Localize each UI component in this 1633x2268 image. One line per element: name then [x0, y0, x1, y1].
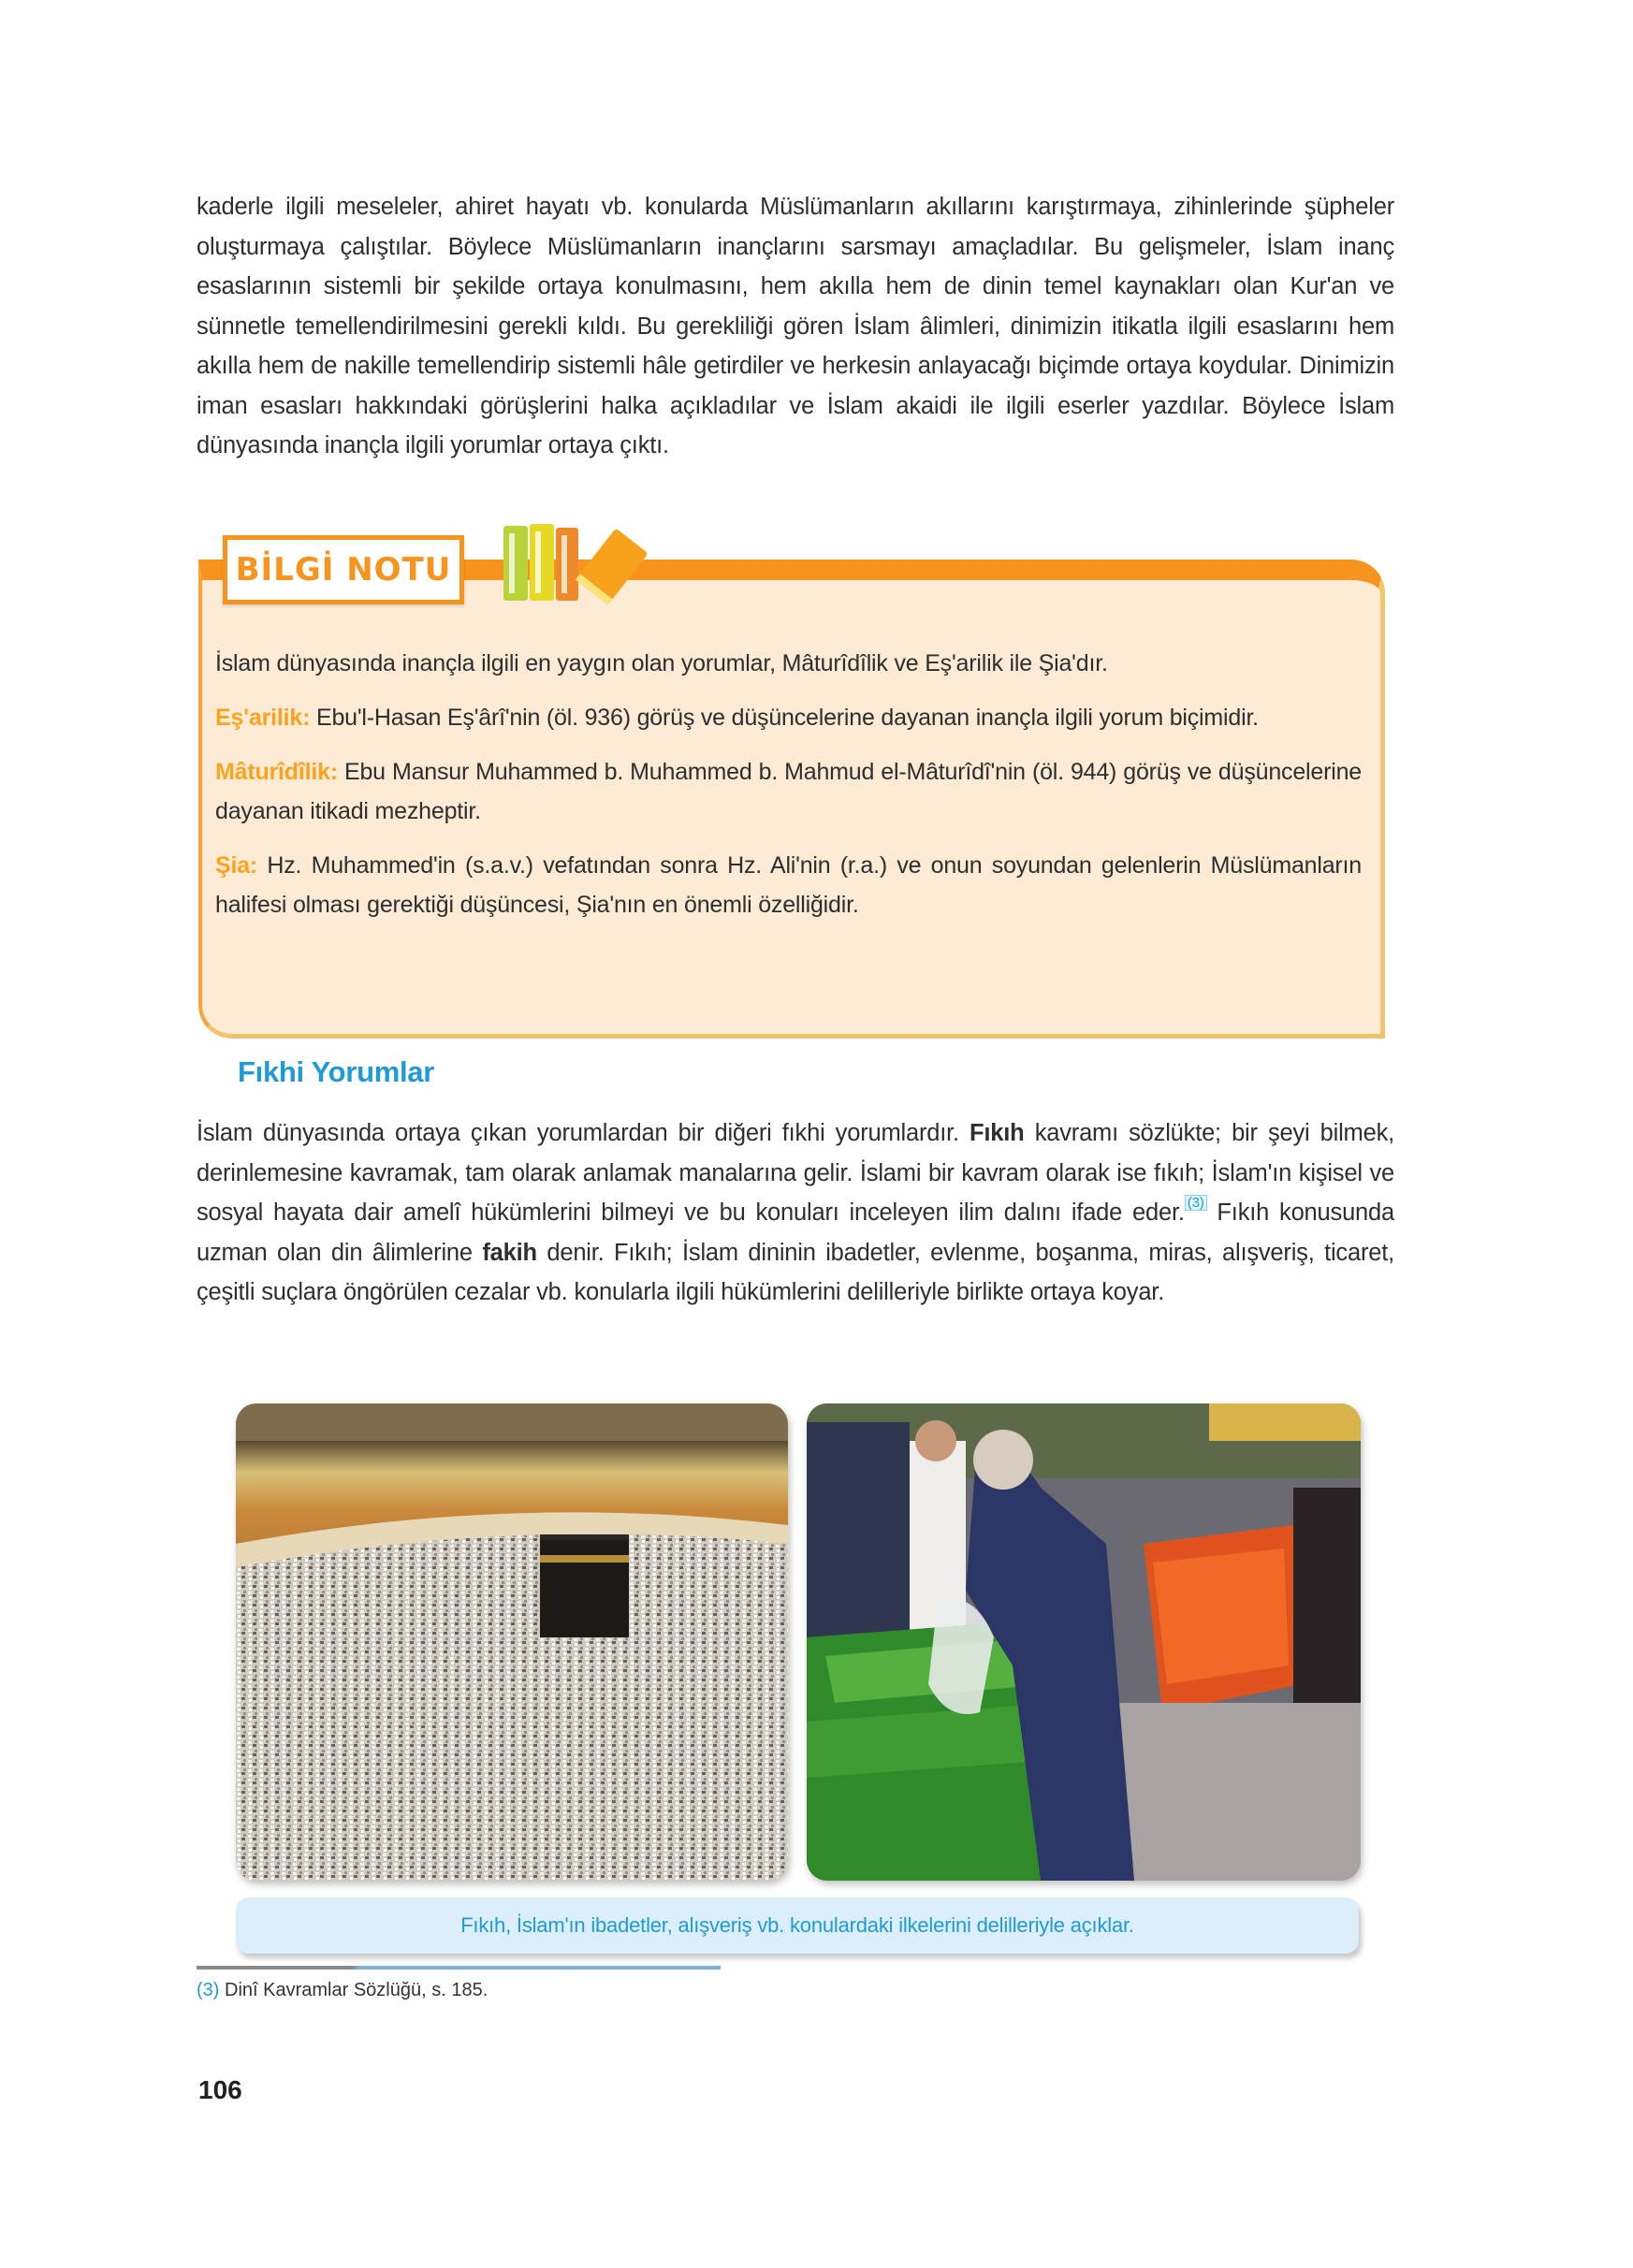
info-note-content	[215, 644, 1362, 939]
info-note-label	[223, 535, 464, 604]
text-run: Fıkıh konusunda uzman olan din âlimlerine	[197, 1199, 1395, 1266]
intro-paragraph	[197, 187, 1394, 466]
info-note-item-maturidilik	[215, 752, 1362, 831]
books-icon	[494, 513, 653, 606]
info-note-item-esarilik	[215, 698, 1362, 737]
kaaba-crowd-image	[236, 1403, 788, 1881]
term-label: Şia:	[215, 852, 258, 879]
footnote-divider	[197, 1966, 721, 1970]
figure-caption	[236, 1897, 1359, 1954]
page-number: 106	[198, 2075, 242, 2104]
market-photo	[807, 1403, 1361, 1881]
footnote-number: (3)	[197, 1980, 220, 2000]
term-definition: Hz. Muhammed'in (s.a.v.) vefatından sonra Hz. Ali'nin (r.a.) ve onun soyundan gelenlerin Müslümanların halifesi olması gerektiği düşüncesi, Şia'nın en önemli özelliğidir.	[215, 852, 1362, 918]
reference-marker[interactable]: (3)	[1185, 1195, 1207, 1211]
text-run: İslam dünyasında ortaya çıkan yorumlardan bir diğeri fıkhi yorumlardır.	[197, 1120, 970, 1146]
intro-text: kaderle ilgili meseleler, ahiret hayatı vb. konularda Müslümanların akıllarını karıştırmaya, zihinlerinde şüpheler oluşturmaya çalıştılar. Böylece Müslümanların inançlarını sarsmayı amaçladılar. Bu gelişmeler, İslam inanç esaslarının sistemli bir şekilde ortaya konulmasını, hem akılla hem de dinin temel kaynakları olan Kur'an ve sünnetle temellendirilmesini gerekli kıldı. Bu gerekliliği gören İslam âlimleri, dinimizin itikatla ilgili esaslarını hem akılla hem de nakille temellendirip sistemli hâle getirdiler ve herkesin anlayacağı biçimde ortaya koydular. Dinimizin iman esasları hakkındaki görüşlerini halka açıkladılar ve İslam akaidi ile ilgili eserler yazdılar. Böylece İslam dünyasında inançla ilgili yorumlar ortaya çıktı.	[197, 194, 1394, 458]
bold-term: Fıkıh	[970, 1120, 1025, 1146]
kaaba-photo	[236, 1403, 788, 1881]
fikh-text	[197, 1113, 1394, 1313]
term-label: Eş'arilik:	[215, 705, 311, 731]
footnote-text: Dinî Kavramlar Sözlüğü, s. 185.	[219, 1980, 488, 2000]
term-definition: Ebu Mansur Muhammed b. Muhammed b. Mahmud el-Mâturîdî'nin (öl. 944) görüş ve düşüncelerine dayanan itikadi mezheptir.	[215, 759, 1362, 824]
text-run: denir. Fıkıh; İslam dininin ibadetler, evlenme, boşanma, miras, alışveriş, ticaret, çeşitli suçlara öngörülen cezalar vb. konularla ilgili hükümlerini delilleriyle birlikte ortaya koyar.	[197, 1239, 1394, 1305]
caption-text: Fıkıh, İslam'ın ibadetler, alışveriş vb. konulardaki ilkelerini delilleriyle açıklar.	[460, 1913, 1134, 1937]
footnote	[197, 1980, 488, 2001]
market-shopping-image	[807, 1403, 1361, 1881]
section-heading: Fıkhi Yorumlar	[238, 1055, 434, 1088]
bold-term: fakih	[482, 1239, 537, 1266]
text-run: kavramı sözlükte; bir şeyi bilmek, derinlemesine kavramak, tam olarak anlamak manalarına gelir. İslami bir kavram olarak ise fıkıh; İslam'ın kişisel ve sosyal hayata dair amelî hükümlerini bilmeyi ve bu konuları inceleyen ilim dalını ifade eder.	[197, 1120, 1394, 1226]
term-definition: Ebu'l-Hasan Eş'ârî'nin (öl. 936) görüş ve düşüncelerine dayanan inançla ilgili yorum biçimidir.	[310, 705, 1259, 731]
info-note-intro: İslam dünyasında inançla ilgili en yaygın olan yorumlar, Mâturîdîlik ve Eş'arilik ile Şia'dır.	[215, 650, 1108, 676]
fikh-paragraph	[197, 1113, 1394, 1313]
term-label: Mâturîdîlik:	[215, 759, 338, 785]
info-note-item-sia	[215, 846, 1362, 924]
info-note-title: BİLGİ NOTU	[235, 551, 452, 589]
